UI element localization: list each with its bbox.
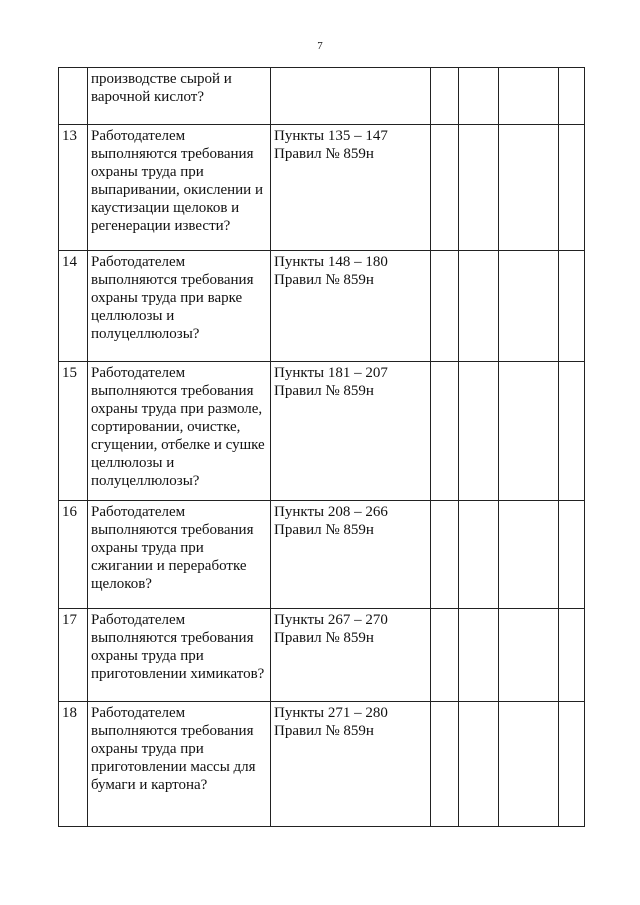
checklist-table <box>58 67 585 827</box>
reference-rules: Правил № 859н <box>274 522 374 538</box>
legal-reference <box>271 609 431 702</box>
reference-rules: Правил № 859н <box>274 383 374 399</box>
notes-cell <box>559 251 585 362</box>
legal-reference <box>271 251 431 362</box>
requirement-question: Работодателем выполняются требования охраны труда при приготовлении массы для бумаги и картона? <box>88 702 271 827</box>
notes-cell <box>559 501 585 609</box>
table-row <box>59 501 585 609</box>
row-number: 13 <box>59 125 88 251</box>
answer-yes-cell <box>431 501 459 609</box>
answer-no-cell <box>459 609 499 702</box>
table-row <box>59 251 585 362</box>
requirement-question: Работодателем выполняются требования охраны труда при сжигании и переработке щелоков? <box>88 501 271 609</box>
notes-cell <box>559 125 585 251</box>
answer-yes-cell <box>431 362 459 501</box>
reference-rules: Правил № 859н <box>274 146 374 162</box>
answer-no-cell <box>459 501 499 609</box>
notes-cell <box>559 702 585 827</box>
reference-points: Пункты 267 – 270 <box>274 612 388 628</box>
legal-reference <box>271 362 431 501</box>
row-number: 17 <box>59 609 88 702</box>
row-number <box>59 68 88 125</box>
legal-reference <box>271 702 431 827</box>
legal-reference <box>271 125 431 251</box>
row-number: 15 <box>59 362 88 501</box>
notes-cell <box>559 68 585 125</box>
row-number: 18 <box>59 702 88 827</box>
answer-no-cell <box>459 702 499 827</box>
answer-not-applicable-cell <box>499 501 559 609</box>
reference-rules: Правил № 859н <box>274 630 374 646</box>
answer-no-cell <box>459 125 499 251</box>
answer-no-cell <box>459 362 499 501</box>
requirement-question: Работодателем выполняются требования охраны труда при приготовлении химикатов? <box>88 609 271 702</box>
page-number: 7 <box>317 40 323 52</box>
answer-not-applicable-cell <box>499 68 559 125</box>
legal-reference <box>271 501 431 609</box>
answer-not-applicable-cell <box>499 702 559 827</box>
table-row <box>59 609 585 702</box>
reference-points: Пункты 271 – 280 <box>274 705 388 721</box>
answer-yes-cell <box>431 125 459 251</box>
row-number: 14 <box>59 251 88 362</box>
answer-no-cell <box>459 251 499 362</box>
answer-not-applicable-cell <box>499 362 559 501</box>
table-row <box>59 68 585 125</box>
requirement-question: Работодателем выполняются требования охраны труда при выпаривании, окислении и каустизации щелоков и регенерации извести? <box>88 125 271 251</box>
reference-points: Пункты 135 – 147 <box>274 128 388 144</box>
reference-rules: Правил № 859н <box>274 272 374 288</box>
row-number: 16 <box>59 501 88 609</box>
table-row <box>59 362 585 501</box>
answer-yes-cell <box>431 609 459 702</box>
reference-points: Пункты 208 – 266 <box>274 504 388 520</box>
requirement-question: производстве сырой и варочной кислот? <box>88 68 271 125</box>
answer-yes-cell <box>431 702 459 827</box>
reference-points: Пункты 148 – 180 <box>274 254 388 270</box>
notes-cell <box>559 609 585 702</box>
reference-rules: Правил № 859н <box>274 723 374 739</box>
answer-not-applicable-cell <box>499 609 559 702</box>
table-row <box>59 702 585 827</box>
answer-yes-cell <box>431 251 459 362</box>
answer-yes-cell <box>431 68 459 125</box>
requirement-question: Работодателем выполняются требования охраны труда при варке целлюлозы и полуцеллюлозы? <box>88 251 271 362</box>
table-row <box>59 125 585 251</box>
legal-reference <box>271 68 431 125</box>
reference-points: Пункты 181 – 207 <box>274 365 388 381</box>
answer-not-applicable-cell <box>499 251 559 362</box>
notes-cell <box>559 362 585 501</box>
answer-not-applicable-cell <box>499 125 559 251</box>
answer-no-cell <box>459 68 499 125</box>
requirement-question: Работодателем выполняются требования охраны труда при размоле, сортировании, очистке, сгущении, отбелке и сушке целлюлозы и полуцеллюлозы? <box>88 362 271 501</box>
